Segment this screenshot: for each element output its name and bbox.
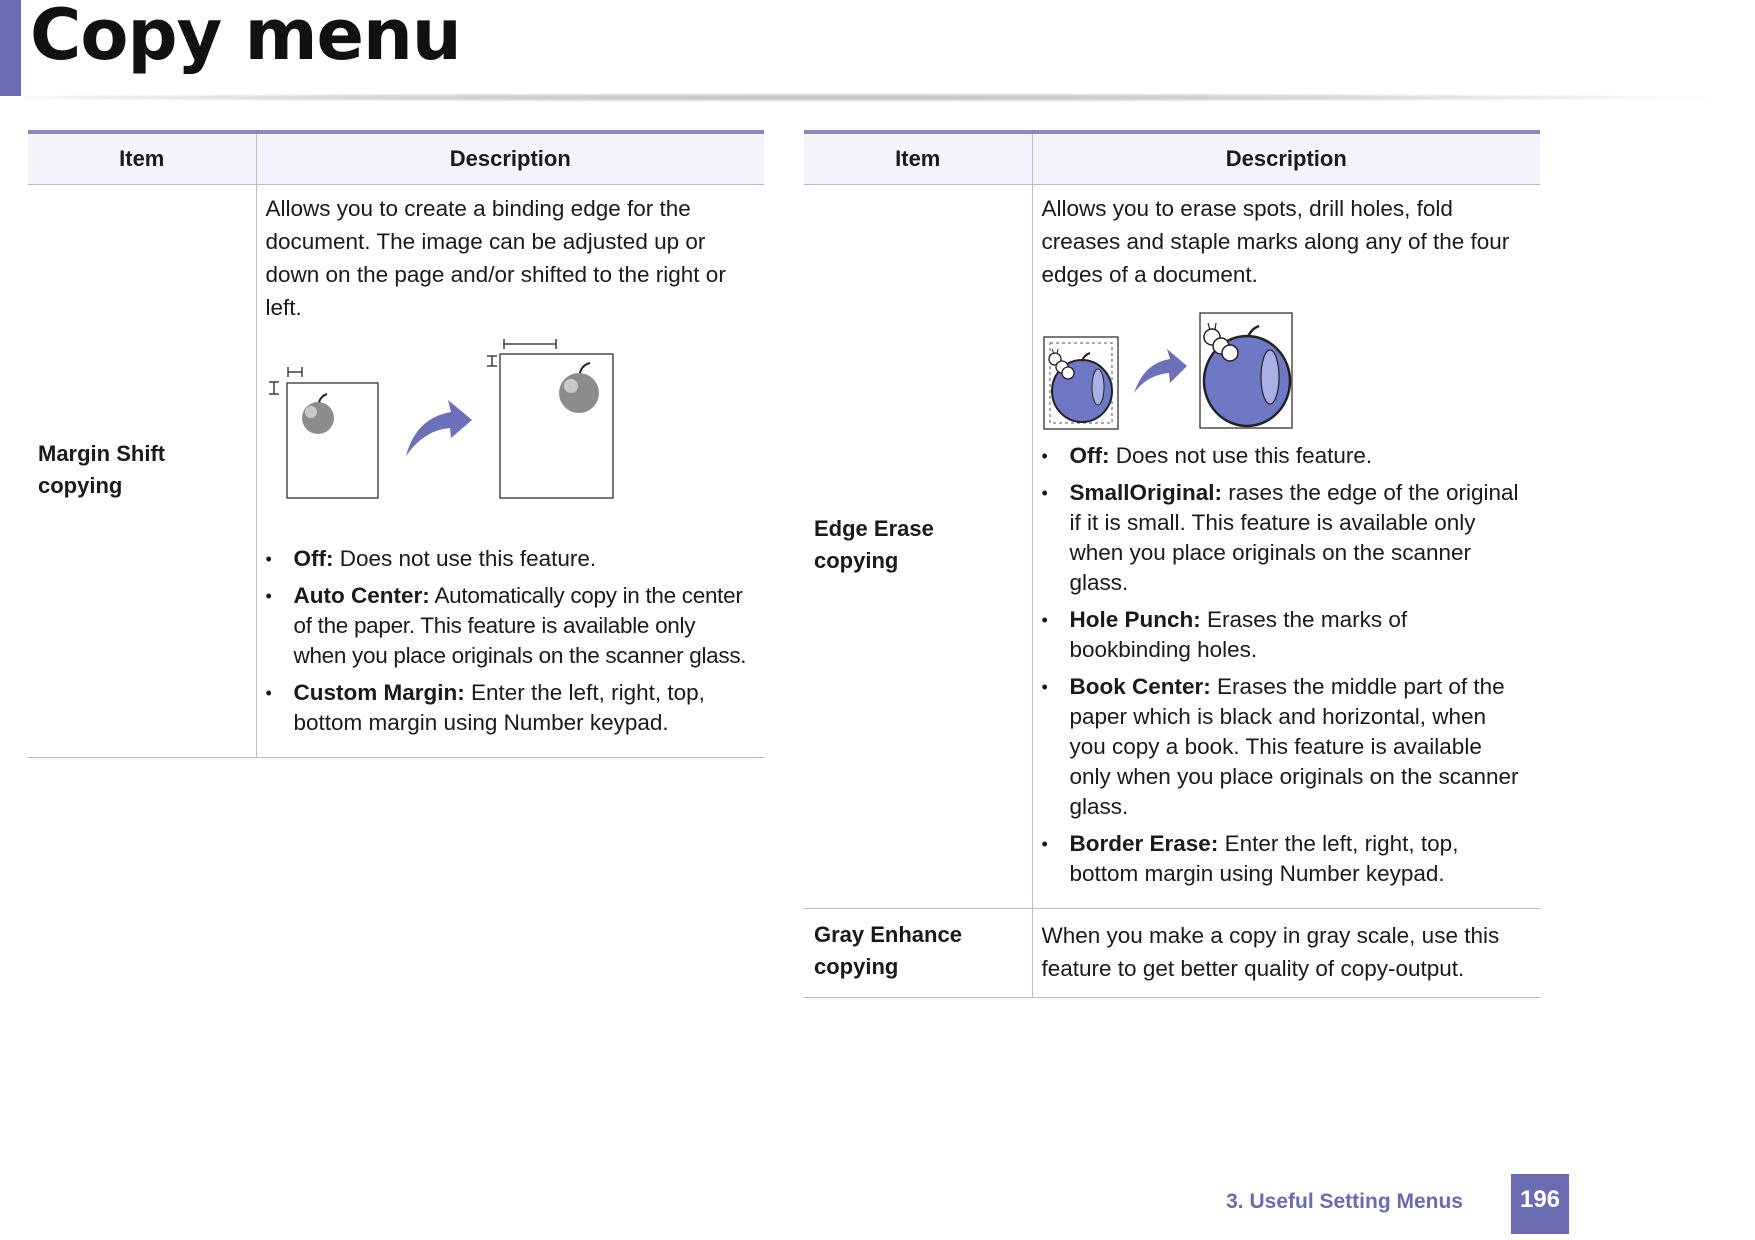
list-item — [1042, 605, 1529, 665]
description-text: Allows you to create a binding edge for the document. The image can be adjusted up or down on the page and/or shifted to the right or left. — [265, 195, 726, 320]
page-number: 196 — [1511, 1174, 1569, 1234]
option-term: Hole Punch: — [1069, 606, 1201, 632]
table-row — [804, 184, 1540, 908]
title-divider — [24, 93, 1714, 102]
item-margin-shift-copying: Margin Shift copying — [28, 184, 256, 757]
list-item — [266, 544, 753, 574]
list-item — [266, 678, 753, 738]
list-item — [1042, 829, 1529, 889]
title-accent-bar — [0, 0, 21, 96]
table-header-row — [28, 132, 764, 184]
item-column-header: Item — [28, 132, 256, 184]
footer-chapter: 3. Useful Setting Menus — [1226, 1190, 1463, 1213]
option-text: Erases the marks of bookbinding holes. — [1069, 606, 1408, 662]
description-text: When you make a copy in gray scale, use this feature to get better quality of copy-output. — [1041, 922, 1500, 981]
description-cell — [1032, 184, 1540, 908]
curved-arrow-icon — [406, 400, 472, 456]
list-item — [1042, 441, 1529, 471]
list-item — [1042, 478, 1529, 598]
item-column-header: Item — [804, 132, 1032, 184]
option-term: SmallOriginal: — [1069, 479, 1223, 505]
item-edge-erase-copying: Edge Erase copying — [804, 184, 1032, 908]
option-term: Off: — [293, 545, 334, 571]
option-term: Custom Margin: — [293, 679, 465, 705]
option-term: Book Center: — [1069, 673, 1211, 699]
description-text: Allows you to erase spots, drill holes, fold creases and staple marks along any of the four edges of a document. — [1041, 195, 1510, 287]
description-cell — [1032, 908, 1540, 997]
edge-erase-table — [804, 130, 1540, 998]
table-header-row — [804, 132, 1540, 184]
description-cell — [256, 184, 764, 757]
table-row — [28, 184, 764, 757]
edge-erase-diagram — [1042, 311, 1542, 441]
shifted-page — [500, 354, 613, 498]
option-term: Border Erase: — [1069, 830, 1219, 856]
list-item — [1042, 672, 1529, 822]
margin-shift-illustration — [266, 336, 753, 536]
list-item — [266, 581, 753, 671]
item-gray-enhance-copying: Gray Enhance copying — [804, 908, 1032, 997]
option-term: Auto Center: — [293, 582, 430, 608]
table-row — [804, 908, 1540, 997]
option-text: rases the edge of the original if it is small. This feature is available only when you place originals on the scanner glass. — [1069, 479, 1519, 595]
description-column-header: Description — [256, 132, 764, 184]
option-text: Erases the middle part of the paper which is black and horizontal, when you copy a book. This feature is available only when you place originals on the scanner glass. — [1069, 673, 1519, 819]
option-text: Enter the left, right, top, bottom margin using Number keypad. — [293, 679, 705, 735]
option-text: Automatically copy in the center of the paper. This feature is available only when you place originals on the scanner glass. — [293, 582, 747, 668]
original-page — [287, 383, 378, 498]
option-list — [266, 544, 753, 738]
margin-shift-table — [28, 130, 764, 758]
option-text: Enter the left, right, top, bottom margin using Number keypad. — [1069, 830, 1459, 886]
option-text: Does not use this feature. — [333, 545, 597, 571]
description-column-header: Description — [1032, 132, 1540, 184]
option-list — [1042, 441, 1529, 889]
option-term: Off: — [1069, 442, 1110, 468]
curved-arrow-icon — [1134, 349, 1187, 393]
margin-shift-diagram — [266, 336, 766, 536]
option-text: Does not use this feature. — [1109, 442, 1373, 468]
page-title: Copy menu — [30, 0, 461, 76]
edge-erase-illustration — [1042, 311, 1529, 441]
